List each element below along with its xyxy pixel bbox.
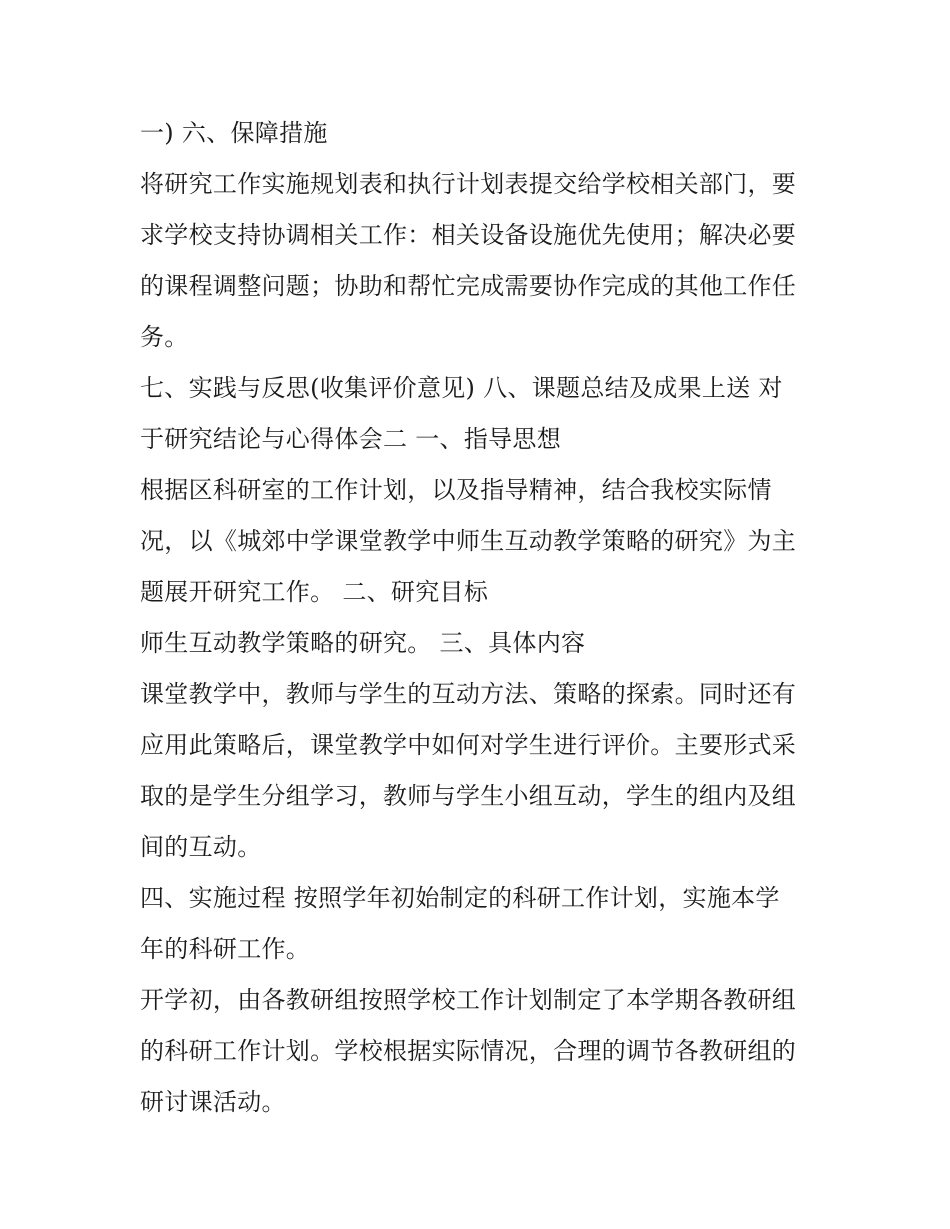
text-line: 一) 六、保障措施 [140,119,328,147]
text-line: 四、实施过程 按照学年初始制定的科研工作计划，实施本学 [140,884,780,912]
paragraph-practice-reflection [140,363,820,465]
text-line: 研讨课活动。 [140,1088,286,1116]
paragraph-safeguards [140,159,820,363]
text-line: 将研究工作实施规划表和执行计划表提交给学校相关部门，要 [140,170,797,198]
text-line: 年的科研工作。 [140,935,311,963]
text-line: 取的是学生分组学习，教师与学生小组互动，学生的组内及组 [140,782,797,810]
text-line: 应用此策略后，课堂教学中如何对学生进行评价。主要形式采 [140,731,797,759]
paragraph-implementation-process [140,873,820,975]
text-line: 于研究结论与心得体会二 一、指导思想 [140,425,562,453]
text-line: 务。 [140,323,189,351]
text-line: 课堂教学中，教师与学生的互动方法、策略的探索。同时还有 [140,680,797,708]
text-line: 师生互动教学策略的研究。 三、具体内容 [140,629,586,657]
document-body [140,108,820,1128]
paragraph-guiding-ideas [140,465,820,618]
text-line: 根据区科研室的工作计划，以及指导精神，结合我校实际情 [140,476,772,504]
text-line: 况，以《城郊中学课堂教学中师生互动教学策略的研究》为主 [140,527,797,555]
text-line: 的课程调整问题；协助和帮忙完成需要协作完成的其他工作任 [140,272,797,300]
text-line: 七、实践与反思(收集评价意见) 八、课题总结及成果上送 对 [140,374,783,402]
text-line: 间的互动。 [140,833,262,861]
text-line: 开学初，由各教研组按照学校工作计划制定了本学期各教研组 [140,986,797,1014]
text-line: 题展开研究工作。 二、研究目标 [140,578,489,606]
paragraph-specific-content [140,669,820,873]
paragraph-research-goal [140,618,820,669]
paragraph-semester-start [140,975,820,1128]
text-line: 的科研工作计划。学校根据实际情况，合理的调节各教研组的 [140,1037,797,1065]
text-line: 求学校支持协调相关工作：相关设备设施优先使用；解决必要 [140,221,797,249]
section-heading-safeguards [140,108,820,159]
